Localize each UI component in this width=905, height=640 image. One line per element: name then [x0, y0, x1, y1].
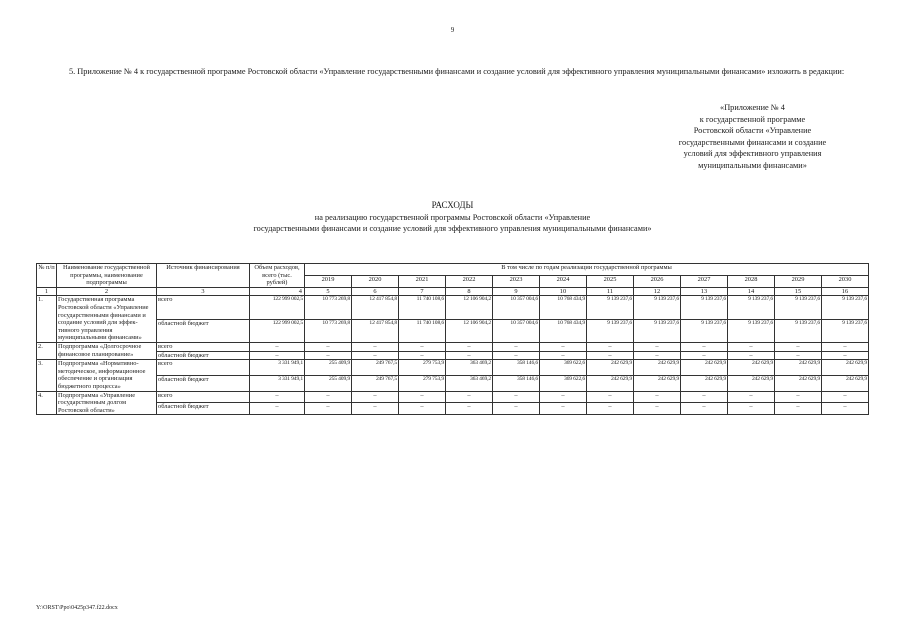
row-number: 2.	[37, 342, 57, 359]
document-heading	[0, 200, 905, 235]
column-number: 4	[250, 287, 305, 296]
header-year: 2026	[634, 275, 681, 287]
year-amount: 242 629,9	[775, 360, 822, 376]
year-amount: –	[493, 351, 540, 360]
year-amount: –	[493, 391, 540, 403]
year-amount: –	[681, 403, 728, 415]
year-amount: –	[446, 342, 493, 351]
year-amount: 358 146,6	[493, 360, 540, 376]
table-row	[37, 351, 869, 360]
year-amount: 10 768 434,9	[540, 319, 587, 342]
header-year: 2027	[681, 275, 728, 287]
header-year: 2020	[352, 275, 399, 287]
year-amount: –	[446, 403, 493, 415]
column-number: 1	[37, 287, 57, 296]
column-number: 8	[446, 287, 493, 296]
year-amount: 9 139 237,6	[822, 319, 869, 342]
year-amount: 9 139 237,6	[775, 319, 822, 342]
appendix-line: Ростовской области «Управление	[693, 126, 812, 136]
year-amount: –	[775, 391, 822, 403]
year-amount: 242 629,9	[822, 360, 869, 376]
year-amount: 255 409,9	[305, 375, 352, 391]
year-amount: –	[681, 342, 728, 351]
header-source: Источник финансирования	[157, 264, 250, 288]
year-amount: 279 753,9	[399, 360, 446, 376]
funding-source: областной бюджет	[157, 403, 250, 415]
year-amount: 10 357 004,6	[493, 296, 540, 319]
year-amount: –	[822, 351, 869, 360]
year-amount: –	[540, 403, 587, 415]
expenses-table	[36, 263, 869, 415]
year-amount: 369 622,6	[540, 360, 587, 376]
year-amount: –	[587, 391, 634, 403]
year-amount: 358 146,6	[493, 375, 540, 391]
year-amount: –	[775, 403, 822, 415]
year-amount: –	[728, 351, 775, 360]
appendix-line: муниципальными финансами»	[698, 160, 807, 170]
file-path-footer: Y:\ORST\Ppo\0425p347.f22.docx	[36, 605, 118, 611]
year-amount: 255 409,9	[305, 360, 352, 376]
heading-line: государственными финансами и создание условий для эффективного управления муниципальными финансами»	[253, 224, 652, 234]
year-amount: 9 139 237,6	[681, 319, 728, 342]
year-amount: –	[399, 351, 446, 360]
year-amount: –	[634, 403, 681, 415]
header-row	[37, 264, 869, 276]
heading-line: на реализацию государственной программы Ростовской области «Управление	[314, 212, 591, 222]
row-number: 3.	[37, 360, 57, 391]
year-amount: –	[540, 342, 587, 351]
year-amount: 9 139 237,6	[587, 296, 634, 319]
total-amount: 3 331 949,1	[250, 375, 305, 391]
table-row	[37, 360, 869, 376]
year-amount: 11 740 108,6	[399, 296, 446, 319]
year-amount: –	[399, 391, 446, 403]
total-amount: –	[250, 403, 305, 415]
appendix-block	[630, 102, 875, 172]
year-amount: 249 767,5	[352, 360, 399, 376]
year-amount: 10 357 004,6	[493, 319, 540, 342]
appendix-line: условий для эффективного управления	[683, 149, 822, 159]
total-amount: –	[250, 351, 305, 360]
year-amount: –	[352, 403, 399, 415]
year-amount: 242 629,9	[587, 360, 634, 376]
column-number: 11	[587, 287, 634, 296]
year-amount: 242 629,9	[681, 360, 728, 376]
funding-source: всего	[157, 391, 250, 403]
year-amount: –	[634, 391, 681, 403]
table-row	[37, 403, 869, 415]
table-row	[37, 296, 869, 319]
year-amount: 242 629,9	[681, 375, 728, 391]
year-amount: 9 139 237,6	[634, 296, 681, 319]
header-year: 2023	[493, 275, 540, 287]
year-amount: 242 629,9	[587, 375, 634, 391]
column-number: 2	[57, 287, 157, 296]
year-amount: 9 139 237,6	[681, 296, 728, 319]
year-amount: –	[352, 342, 399, 351]
table-row	[37, 391, 869, 403]
table-row	[37, 342, 869, 351]
funding-source: всего	[157, 296, 250, 319]
year-amount: 10 773 269,8	[305, 319, 352, 342]
column-number: 7	[399, 287, 446, 296]
year-amount: –	[493, 342, 540, 351]
year-amount: 363 469,2	[446, 360, 493, 376]
year-amount: 242 629,9	[822, 375, 869, 391]
intro-paragraph: 5. Приложение № 4 к государственной программе Ростовской области «Управление государственными финансами и создание условий для эффективного управления муниципальными финансами» изложить в редакции:	[69, 67, 845, 76]
year-amount: –	[493, 403, 540, 415]
header-year: 2021	[399, 275, 446, 287]
year-amount: 12 417 854,8	[352, 296, 399, 319]
funding-source: областной бюджет	[157, 351, 250, 360]
column-number: 6	[352, 287, 399, 296]
header-volume: Объем расходов, всего (тыс. рублей)	[250, 264, 305, 288]
column-number: 15	[775, 287, 822, 296]
column-number: 14	[728, 287, 775, 296]
appendix-line: «Приложение № 4	[720, 103, 785, 112]
column-number: 9	[493, 287, 540, 296]
table-row	[37, 375, 869, 391]
header-year: 2028	[728, 275, 775, 287]
year-amount: –	[634, 342, 681, 351]
header-name: Наименование государственной программы, наименование подпрограммы	[57, 264, 157, 288]
year-amount: –	[822, 342, 869, 351]
year-amount: 9 139 237,6	[728, 319, 775, 342]
row-number: 1.	[37, 296, 57, 343]
year-amount: 9 139 237,6	[587, 319, 634, 342]
total-amount: –	[250, 391, 305, 403]
year-amount: –	[681, 351, 728, 360]
year-amount: –	[587, 351, 634, 360]
year-amount: –	[681, 391, 728, 403]
row-number: 4.	[37, 391, 57, 415]
year-amount: –	[399, 342, 446, 351]
year-amount: 9 139 237,6	[822, 296, 869, 319]
column-number: 12	[634, 287, 681, 296]
year-amount: 242 629,9	[728, 375, 775, 391]
year-amount: –	[540, 351, 587, 360]
header-year: 2029	[775, 275, 822, 287]
year-amount: 9 139 237,6	[728, 296, 775, 319]
year-amount: 369 622,6	[540, 375, 587, 391]
year-amount: –	[775, 351, 822, 360]
year-amount: –	[352, 391, 399, 403]
funding-source: областной бюджет	[157, 319, 250, 342]
column-number: 3	[157, 287, 250, 296]
column-number-row	[37, 287, 869, 296]
header-year: 2022	[446, 275, 493, 287]
year-amount: 10 773 269,8	[305, 296, 352, 319]
funding-source: всего	[157, 360, 250, 376]
program-name: Подпрограмма «Управление государственным долгом Ростовской области»	[57, 391, 157, 415]
year-amount: –	[822, 403, 869, 415]
year-amount: 249 767,5	[352, 375, 399, 391]
year-amount: –	[305, 403, 352, 415]
year-amount: –	[305, 342, 352, 351]
year-amount: 12 106 904,2	[446, 319, 493, 342]
appendix-line: государственными финансами и создание	[678, 137, 827, 147]
year-amount: 242 629,9	[728, 360, 775, 376]
column-number: 13	[681, 287, 728, 296]
year-amount: 9 139 237,6	[775, 296, 822, 319]
program-name: Государственная программа Ростовской области «Управление государственными финансами и создание условий для эффективного управления муниципальными финансами»	[57, 296, 157, 343]
funding-source: всего	[157, 342, 250, 351]
year-amount: –	[728, 403, 775, 415]
header-year: 2019	[305, 275, 352, 287]
year-amount: –	[352, 351, 399, 360]
total-amount: 122 999 002,5	[250, 296, 305, 319]
year-amount: 12 106 904,2	[446, 296, 493, 319]
year-amount: –	[446, 351, 493, 360]
year-amount: –	[634, 351, 681, 360]
year-amount: –	[540, 391, 587, 403]
year-amount: 12 417 854,8	[352, 319, 399, 342]
total-amount: 122 999 002,5	[250, 319, 305, 342]
total-amount: –	[250, 342, 305, 351]
year-amount: –	[305, 391, 352, 403]
page-number: 9	[450, 26, 455, 34]
year-amount: 9 139 237,6	[634, 319, 681, 342]
year-amount: –	[728, 391, 775, 403]
year-amount: 242 629,9	[634, 375, 681, 391]
header-year: 2030	[822, 275, 869, 287]
year-amount: –	[587, 403, 634, 415]
year-amount: –	[587, 342, 634, 351]
year-amount: 242 629,9	[775, 375, 822, 391]
program-name: Подпрограмма «Нормативно-методическое, информационное обеспечение и организация бюджетного процесса»	[57, 360, 157, 391]
header-no: № п/п	[37, 264, 57, 288]
year-amount: –	[728, 342, 775, 351]
program-name: Подпрограмма «Долгосрочное финансовое планирование»	[57, 342, 157, 359]
column-number: 10	[540, 287, 587, 296]
year-amount: 279 753,9	[399, 375, 446, 391]
year-amount: –	[305, 351, 352, 360]
year-amount: –	[822, 391, 869, 403]
column-number: 16	[822, 287, 869, 296]
year-amount: 10 768 434,9	[540, 296, 587, 319]
year-amount: 11 740 108,6	[399, 319, 446, 342]
year-amount: 242 629,9	[634, 360, 681, 376]
header-year: 2025	[587, 275, 634, 287]
header-years-group: В том числе по годам реализации государственной программы	[305, 264, 869, 276]
appendix-line: к государственной программе	[699, 114, 806, 124]
table-row	[37, 319, 869, 342]
year-amount: –	[775, 342, 822, 351]
total-amount: 3 331 949,1	[250, 360, 305, 376]
year-amount: –	[399, 403, 446, 415]
year-amount: –	[446, 391, 493, 403]
funding-source: областной бюджет	[157, 375, 250, 391]
heading-title: РАСХОДЫ	[431, 200, 474, 210]
header-year: 2024	[540, 275, 587, 287]
column-number: 5	[305, 287, 352, 296]
year-amount: 363 469,2	[446, 375, 493, 391]
